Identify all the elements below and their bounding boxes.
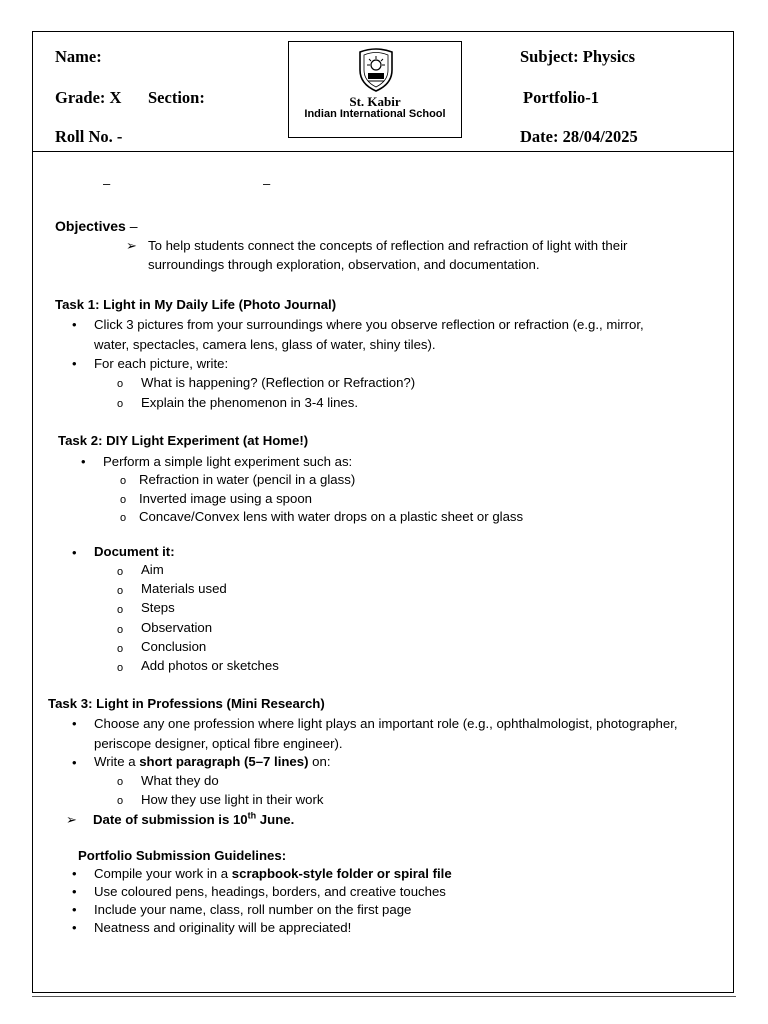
bullet-icon: • (72, 920, 77, 935)
dash-mark: – (263, 176, 271, 191)
list-item: Include your name, class, roll number on the first page (94, 902, 412, 917)
list-item: Neatness and originality will be appreciated! (94, 920, 352, 935)
list-item: Compile your work in a scrapbook-style folder or spiral file (94, 866, 452, 881)
sub-list-item: Add photos or sketches (141, 658, 279, 673)
arrow-bullet-icon: ➢ (126, 238, 137, 253)
sub-list-item: Observation (141, 620, 213, 635)
guidelines-heading: Portfolio Submission Guidelines: (78, 848, 287, 863)
task2-title: Task 2: DIY Light Experiment (at Home!) (58, 433, 309, 448)
bullet-icon: • (72, 317, 77, 332)
task3-title: Task 3: Light in Professions (Mini Research) (48, 696, 325, 711)
name-label: Name: (55, 47, 102, 66)
bullet-icon: • (72, 884, 77, 899)
bullet-icon: • (72, 356, 77, 371)
sub-list-item: Explain the phenomenon in 3-4 lines. (141, 395, 359, 410)
school-crest-icon (354, 46, 398, 94)
sub-list-item: Refraction in water (pencil in a glass) (139, 472, 356, 487)
circle-bullet-icon: o (120, 494, 127, 506)
section-label: Section: (148, 88, 205, 107)
dash-mark: – (103, 176, 111, 191)
list-item: Choose any one profession where light plays an important role (e.g., ophthalmologist, photographer, (94, 716, 678, 731)
objectives-heading: Objectives – (55, 218, 138, 234)
list-item: Document it: (94, 544, 175, 559)
school-subtitle: Indian International School (304, 108, 446, 120)
bullet-icon: • (72, 545, 77, 560)
list-item: Click 3 pictures from your surroundings where you observe reflection or refraction (e.g., mirror, (94, 317, 644, 332)
circle-bullet-icon: o (117, 776, 124, 788)
list-item: Write a short paragraph (5–7 lines) on: (94, 754, 331, 769)
sub-list-item: How they use light in their work (141, 792, 324, 807)
bullet-icon: • (72, 902, 77, 917)
bottom-divider (32, 996, 736, 997)
sub-list-item: Aim (141, 562, 164, 577)
circle-bullet-icon: o (117, 624, 124, 636)
circle-bullet-icon: o (120, 475, 127, 487)
sub-list-item: Concave/Convex lens with water drops on a plastic sheet or glass (139, 509, 524, 524)
grade-label: Grade: X (55, 88, 122, 107)
list-item: For each picture, write: (94, 356, 229, 371)
task1-title: Task 1: Light in My Daily Life (Photo Journal) (55, 297, 337, 312)
sub-list-item: What they do (141, 773, 219, 788)
circle-bullet-icon: o (117, 566, 124, 578)
bullet-icon: • (72, 866, 77, 881)
sub-list-item: Inverted image using a spoon (139, 491, 313, 506)
header-divider (32, 151, 734, 152)
roll-number-label: Roll No. - (55, 127, 123, 146)
circle-bullet-icon: o (117, 662, 124, 674)
objective-text: surroundings through exploration, observation, and documentation. (148, 257, 540, 272)
circle-bullet-icon: o (117, 795, 124, 807)
list-item: Perform a simple light experiment such as: (103, 454, 353, 469)
circle-bullet-icon: o (117, 604, 124, 616)
subject-label: Subject: Physics (520, 47, 636, 66)
school-name: St. Kabir (349, 94, 401, 109)
arrow-bullet-icon: ➢ (66, 812, 77, 827)
submission-date: Date of submission is 10th June. (93, 810, 295, 827)
objective-text: To help students connect the concepts of reflection and refraction of light with their (148, 238, 628, 253)
school-logo-box (288, 41, 462, 138)
circle-bullet-icon: o (117, 585, 124, 597)
sub-list-item: Steps (141, 600, 175, 615)
circle-bullet-icon: o (117, 378, 124, 390)
bullet-icon: • (72, 716, 77, 731)
sub-list-item: Conclusion (141, 639, 207, 654)
circle-bullet-icon: o (120, 512, 127, 524)
list-item: water, spectacles, camera lens, glass of water, shiny tiles). (94, 337, 436, 352)
bullet-icon: • (72, 755, 77, 770)
list-item: Use coloured pens, headings, borders, and creative touches (94, 884, 446, 899)
bullet-icon: • (81, 454, 86, 469)
portfolio-label: Portfolio-1 (523, 88, 600, 107)
circle-bullet-icon: o (117, 643, 124, 655)
list-item: periscope designer, optical fibre engineer). (94, 736, 343, 751)
sub-list-item: Materials used (141, 581, 227, 596)
date-label: Date: 28/04/2025 (520, 127, 638, 146)
circle-bullet-icon: o (117, 398, 124, 410)
sub-list-item: What is happening? (Reflection or Refraction?) (141, 375, 416, 390)
